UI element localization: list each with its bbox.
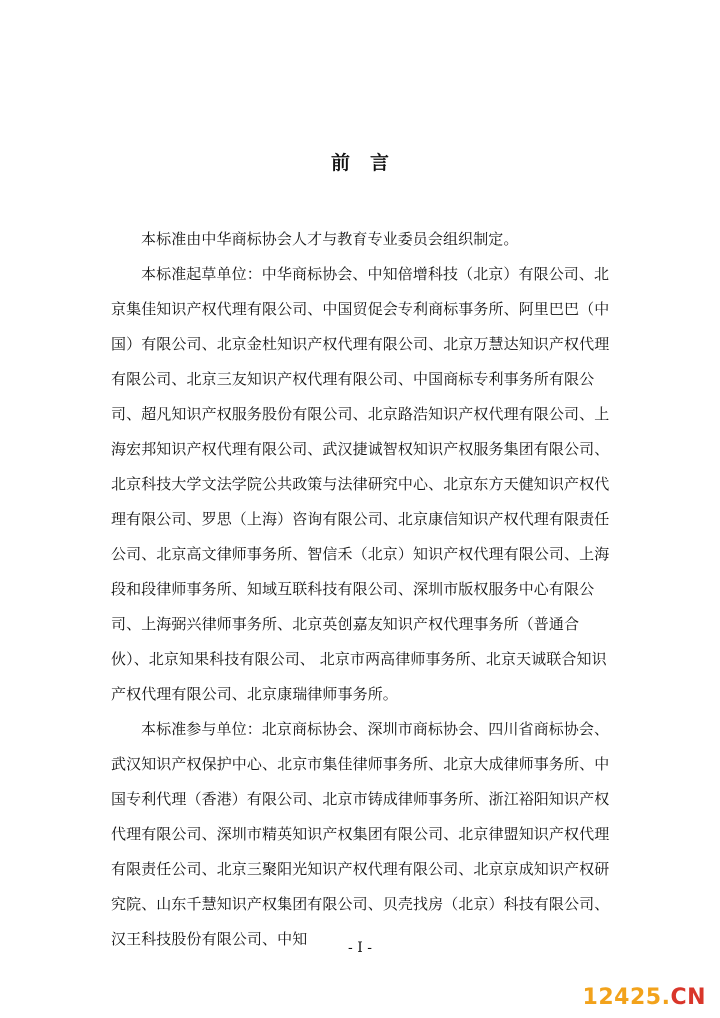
paragraph-participating-units: 本标准参与单位：北京商标协会、深圳市商标协会、四川省商标协会、武汉知识产权保护中心、北京市集佳律师事务所、北京大成律师事务所、中国专利代理（香港）有限公司、北京市铸成律师事务所、浙江裕阳知识产权代理有限公司、深圳市精英知识产权集团有限公司、北京律盟知识产权代理有限责任公司、北京三聚阳光知识产权代理有限公司、北京京成知识产权研究院、山东千慧知识产权集团有限公司、贝壳找房（北京）科技有限公司、汉王科技股份有限公司、中知	[111, 720, 610, 948]
paragraph-organizer: 本标准由中华商标协会人才与教育专业委员会组织制定。	[141, 230, 519, 248]
paragraph-drafting-units: 本标准起草单位：中华商标协会、中知倍增科技（北京）有限公司、北京集佳知识产权代理有限公司、中国贸促会专利商标事务所、阿里巴巴（中国）有限公司、北京金杜知识产权代理有限公司、北京万慧达知识产权代理有限公司、北京三友知识产权代理有限公司、中国商标专利事务所有限公司、超凡知识产权服务股份有限公司、北京路浩知识产权代理有限公司、上海宏邦知识产权代理有限公司、武汉捷诚智权知识产权服务集团有限公司、北京科技大学文法学院公共政策与法律研究中心、北京东方天健知识产权代理有限公司、罗思（上海）咨询有限公司、北京康信知识产权代理有限责任公司、北京高文律师事务所、智信禾（北京）知识产权代理有限公司、上海段和段律师事务所、知域互联科技有限公司、深圳市版权服务中心有限公司、上海弼兴律师事务所、北京英创嘉友知识产权代理事务所（普通合伙）、北京知果科技有限公司、 北京市两高律师事务所、北京天诚联合知识产权代理有限公司、北京康瑞律师事务所。	[111, 265, 610, 703]
page-title: 前言	[330, 152, 409, 174]
page-number: - I -	[348, 940, 372, 956]
document-body	[111, 222, 611, 957]
watermark-number: 12425	[582, 985, 662, 1010]
watermark-suffix: CN	[670, 985, 706, 1010]
watermark-dot: .	[661, 985, 671, 1010]
site-watermark-logo	[583, 985, 706, 1010]
